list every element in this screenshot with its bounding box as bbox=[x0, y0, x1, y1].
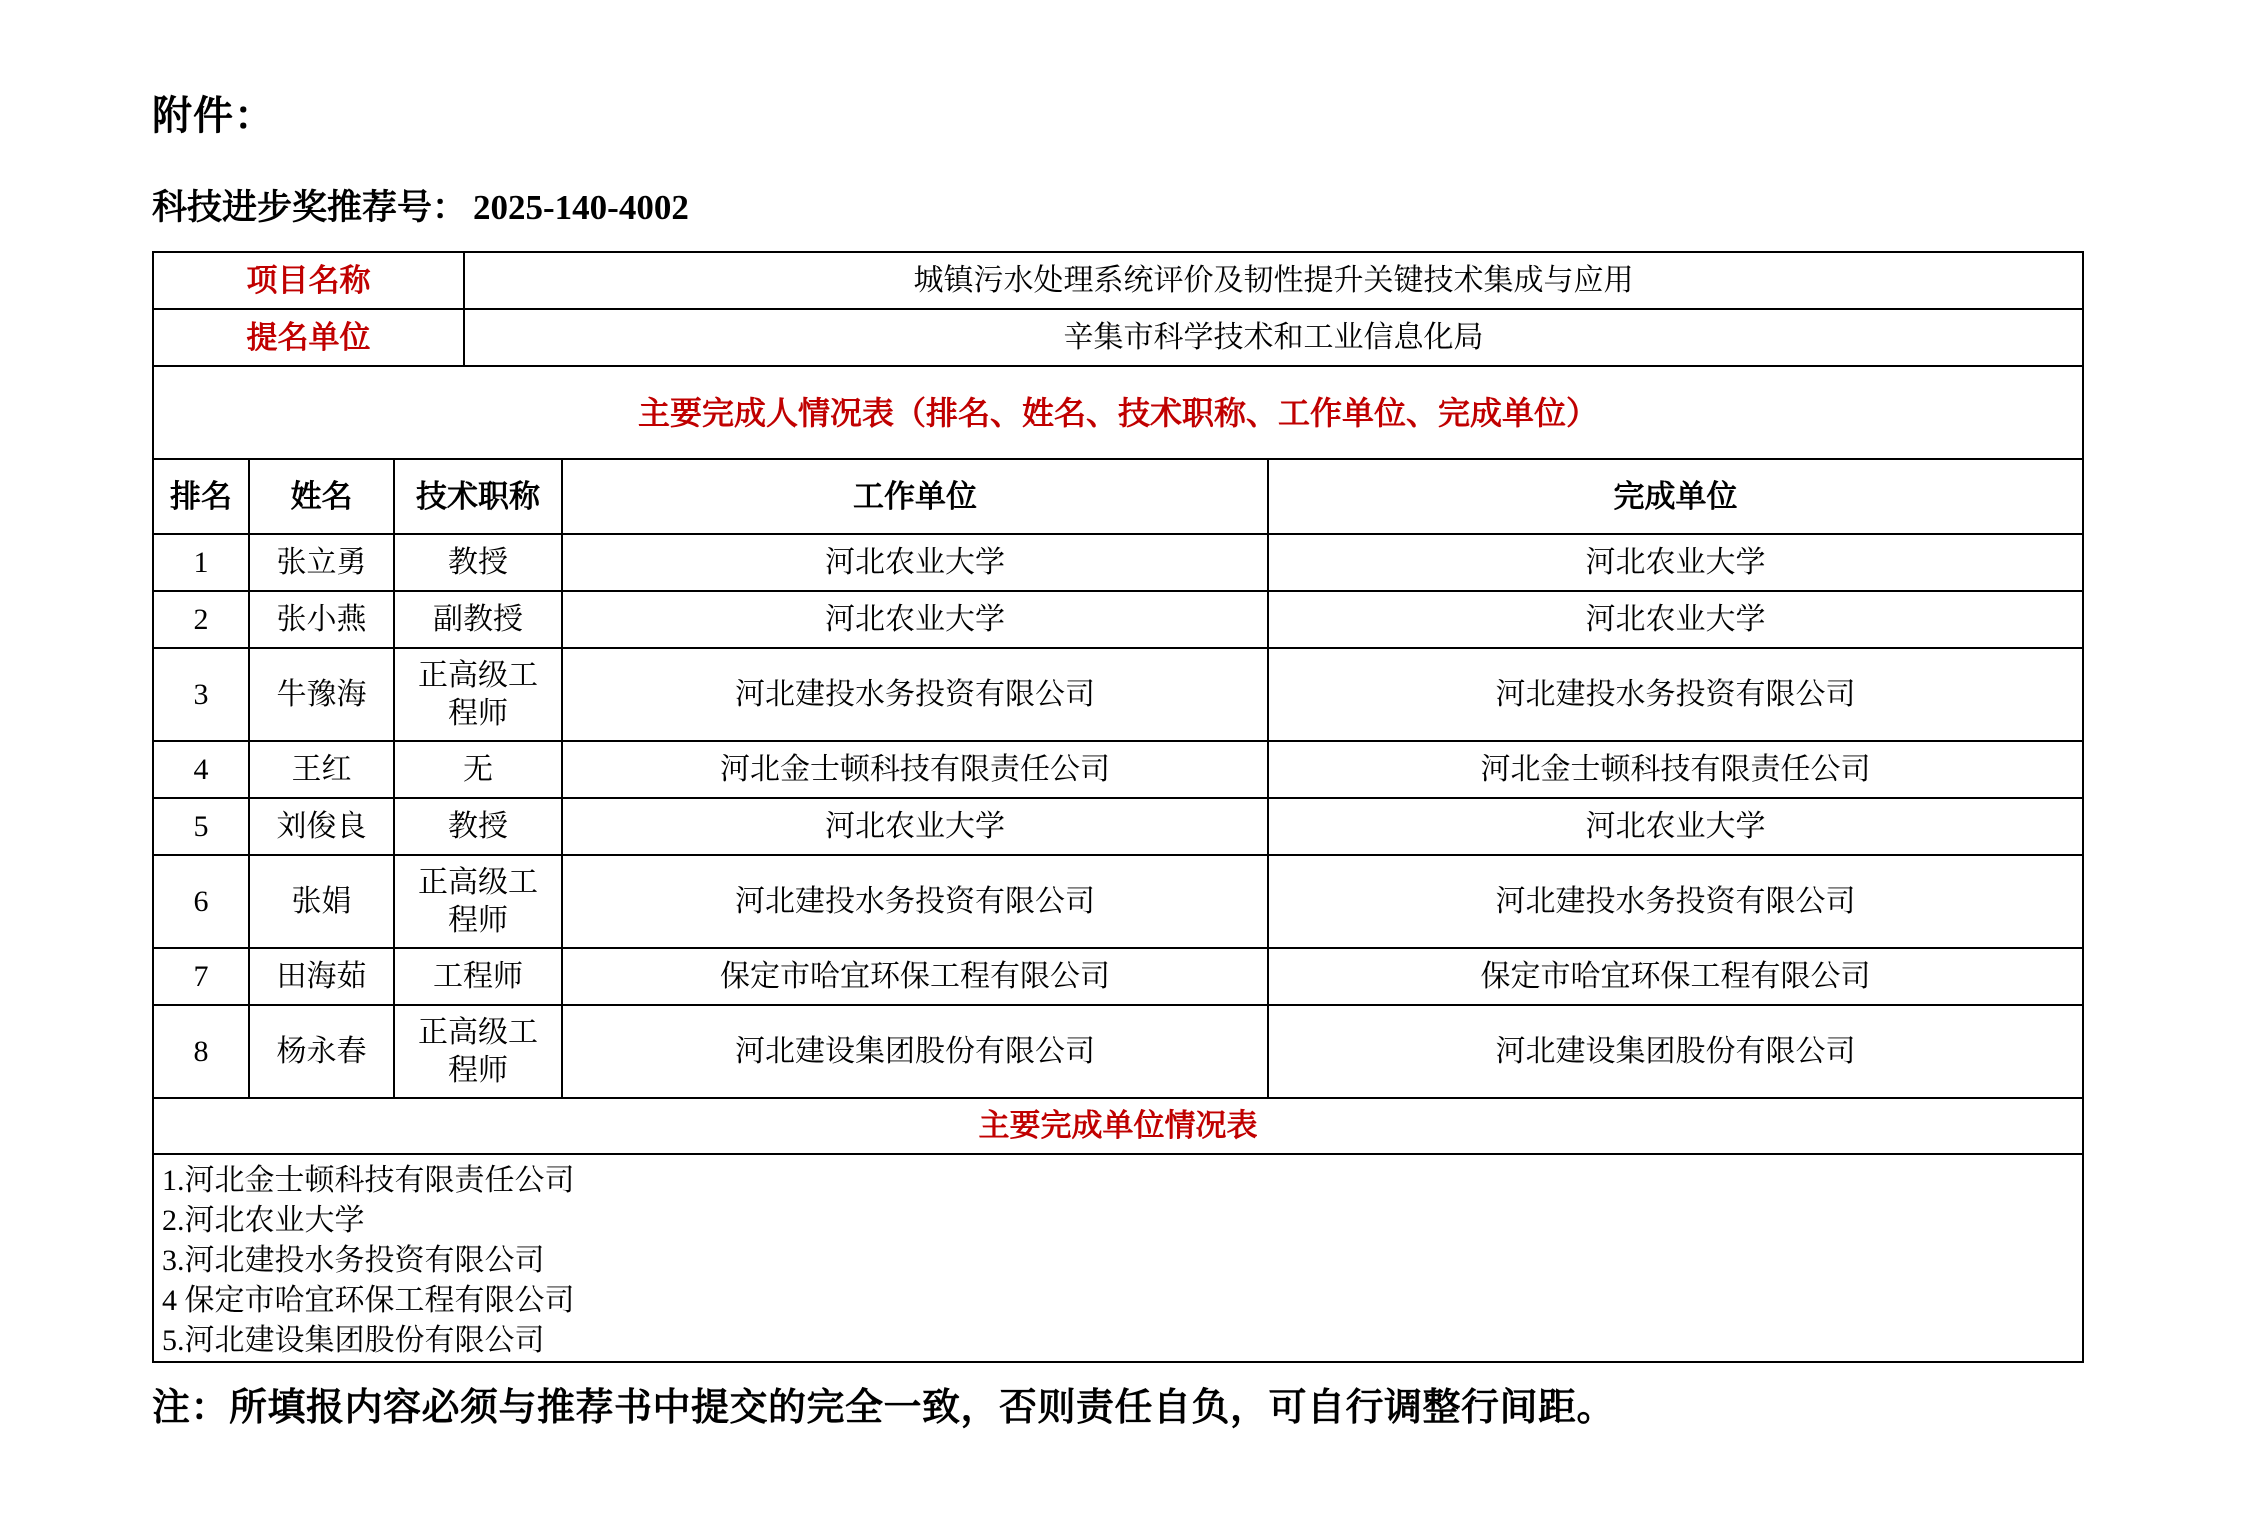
work-unit-cell: 河北建设集团股份有限公司 bbox=[562, 1005, 1268, 1098]
rank-cell: 4 bbox=[153, 741, 249, 798]
name-cell: 田海茹 bbox=[249, 948, 394, 1005]
completer-row bbox=[153, 648, 2083, 741]
completers-section-header bbox=[153, 366, 2083, 459]
unit-item: 3.河北建投水务投资有限公司 bbox=[162, 1244, 545, 1277]
work-unit-cell: 河北建投水务投资有限公司 bbox=[562, 855, 1268, 948]
rank-cell: 2 bbox=[153, 591, 249, 648]
completer-row bbox=[153, 948, 2083, 1005]
work-unit-cell: 河北农业大学 bbox=[562, 534, 1268, 591]
project-name-label: 项目名称 bbox=[153, 252, 464, 309]
title-cell: 工程师 bbox=[394, 948, 562, 1005]
nominator-row bbox=[153, 309, 2083, 366]
name-cell: 张立勇 bbox=[249, 534, 394, 591]
completion-unit-cell: 河北建投水务投资有限公司 bbox=[1268, 648, 2083, 741]
completers-table bbox=[152, 365, 2084, 1363]
completion-unit-cell: 河北农业大学 bbox=[1268, 798, 2083, 855]
column-header-name: 姓名 bbox=[249, 459, 394, 534]
recommendation-number-line bbox=[152, 180, 689, 230]
attachment-label: 附件： bbox=[152, 93, 275, 139]
unit-item: 4 保定市哈宜环保工程有限公司 bbox=[162, 1284, 575, 1317]
completer-row bbox=[153, 855, 2083, 948]
project-name-row bbox=[153, 252, 2083, 309]
column-header-work-unit: 工作单位 bbox=[562, 459, 1268, 534]
completion-unit-cell: 保定市哈宜环保工程有限公司 bbox=[1268, 948, 2083, 1005]
nominator-label: 提名单位 bbox=[153, 309, 464, 366]
column-header-rank: 排名 bbox=[153, 459, 249, 534]
title-cell: 教授 bbox=[394, 798, 562, 855]
name-cell: 张小燕 bbox=[249, 591, 394, 648]
rank-cell: 1 bbox=[153, 534, 249, 591]
project-info-table bbox=[152, 251, 2084, 367]
title-cell: 正高级工程师 bbox=[394, 1005, 562, 1098]
unit-item: 2.河北农业大学 bbox=[162, 1204, 365, 1237]
completer-row bbox=[153, 534, 2083, 591]
completion-unit-cell: 河北农业大学 bbox=[1268, 591, 2083, 648]
footer-note: 注：所填报内容必须与推荐书中提交的完全一致，否则责任自负，可自行调整行间距。 bbox=[152, 1387, 1616, 1429]
work-unit-cell: 保定市哈宜环保工程有限公司 bbox=[562, 948, 1268, 1005]
nominator-value: 辛集市科学技术和工业信息化局 bbox=[464, 309, 2083, 366]
completers-column-header-row bbox=[153, 459, 2083, 534]
title-cell: 教授 bbox=[394, 534, 562, 591]
award-form bbox=[152, 251, 2082, 1363]
work-unit-cell: 河北农业大学 bbox=[562, 591, 1268, 648]
column-header-title: 技术职称 bbox=[394, 459, 562, 534]
rank-cell: 8 bbox=[153, 1005, 249, 1098]
rank-cell: 5 bbox=[153, 798, 249, 855]
name-cell: 张娟 bbox=[249, 855, 394, 948]
title-cell: 正高级工程师 bbox=[394, 648, 562, 741]
title-cell: 正高级工程师 bbox=[394, 855, 562, 948]
project-name-value: 城镇污水处理系统评价及韧性提升关键技术集成与应用 bbox=[464, 252, 2083, 309]
units-list bbox=[153, 1154, 2083, 1362]
completion-unit-cell: 河北农业大学 bbox=[1268, 534, 2083, 591]
name-cell: 王红 bbox=[249, 741, 394, 798]
completer-row bbox=[153, 798, 2083, 855]
name-cell: 杨永春 bbox=[249, 1005, 394, 1098]
completers-section-title: 主要完成人情况表（排名、姓名、技术职称、工作单位、完成单位） bbox=[153, 366, 2083, 459]
completion-unit-cell: 河北建设集团股份有限公司 bbox=[1268, 1005, 2083, 1098]
completer-row bbox=[153, 741, 2083, 798]
units-list-row bbox=[153, 1154, 2083, 1362]
name-cell: 牛豫海 bbox=[249, 648, 394, 741]
units-section-title: 主要完成单位情况表 bbox=[153, 1098, 2083, 1154]
work-unit-cell: 河北建投水务投资有限公司 bbox=[562, 648, 1268, 741]
completion-unit-cell: 河北建投水务投资有限公司 bbox=[1268, 855, 2083, 948]
completer-row bbox=[153, 591, 2083, 648]
unit-item: 1.河北金士顿科技有限责任公司 bbox=[162, 1164, 575, 1197]
title-cell: 副教授 bbox=[394, 591, 562, 648]
completion-unit-cell: 河北金士顿科技有限责任公司 bbox=[1268, 741, 2083, 798]
recommendation-number-label: 科技进步奖推荐号： bbox=[152, 188, 468, 227]
title-cell: 无 bbox=[394, 741, 562, 798]
name-cell: 刘俊良 bbox=[249, 798, 394, 855]
work-unit-cell: 河北金士顿科技有限责任公司 bbox=[562, 741, 1268, 798]
work-unit-cell: 河北农业大学 bbox=[562, 798, 1268, 855]
rank-cell: 6 bbox=[153, 855, 249, 948]
completer-row bbox=[153, 1005, 2083, 1098]
rank-cell: 3 bbox=[153, 648, 249, 741]
rank-cell: 7 bbox=[153, 948, 249, 1005]
column-header-completion-unit: 完成单位 bbox=[1268, 459, 2083, 534]
recommendation-number-value: 2025-140-4002 bbox=[473, 188, 689, 227]
unit-item: 5.河北建设集团股份有限公司 bbox=[162, 1324, 545, 1357]
units-section-header bbox=[153, 1098, 2083, 1154]
